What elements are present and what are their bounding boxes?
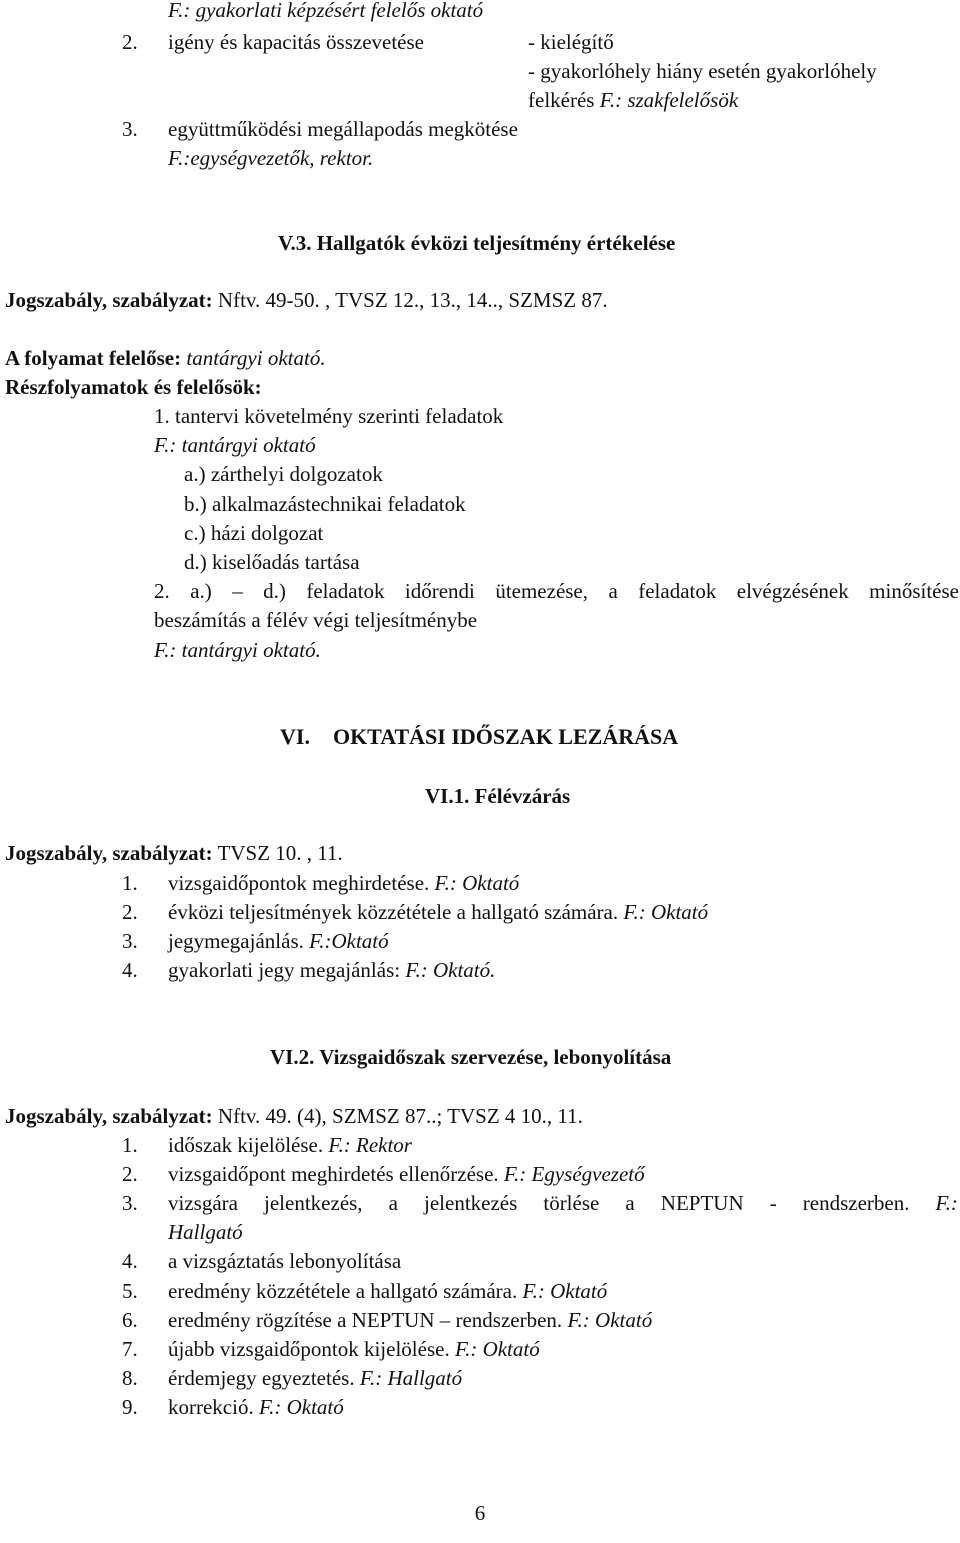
responsible-text: F.: Egységvezető bbox=[503, 1162, 645, 1186]
responsible-line: F.: tantárgyi oktató. bbox=[154, 638, 321, 662]
word: a bbox=[388, 1191, 398, 1215]
chapter-title: OKTATÁSI IDŐSZAK LEZÁRÁSA bbox=[332, 724, 679, 749]
word: ütemezése, bbox=[495, 579, 589, 603]
sub-item: a.) zárthelyi dolgozatok bbox=[184, 462, 383, 486]
responsible-text: F.: Oktató bbox=[258, 1395, 344, 1419]
list-item bbox=[122, 1251, 401, 1272]
item-text: érdemjegy egyeztetés. bbox=[168, 1366, 360, 1390]
list-item bbox=[122, 1368, 462, 1389]
item-number: 2. bbox=[122, 1162, 138, 1186]
item-text: időszak kijelölése. bbox=[168, 1133, 329, 1157]
sub-item: d.) kiselőadás tartása bbox=[184, 550, 360, 574]
law-label: Jogszabály, szabályzat: bbox=[5, 288, 213, 312]
word: feladatok bbox=[306, 579, 385, 603]
item-text: vizsgaidőpont meghirdetés ellenőrzése. bbox=[168, 1162, 504, 1186]
sub-item: c.) házi dolgozat bbox=[184, 521, 324, 545]
word: rendszerben. bbox=[802, 1191, 910, 1215]
list-item bbox=[122, 902, 708, 923]
subprocess-label: Részfolyamatok és felelősök: bbox=[5, 375, 262, 399]
page-number: 6 bbox=[474, 1501, 486, 1525]
chapter-heading bbox=[280, 726, 678, 748]
list-item bbox=[122, 1339, 540, 1360]
sub-item: b.) alkalmazástechnikai feladatok bbox=[184, 492, 466, 516]
word: d.) bbox=[263, 579, 286, 603]
section-heading: VI.1. Félévzárás bbox=[425, 784, 571, 808]
law-text: TVSZ 10. , 11. bbox=[212, 841, 343, 865]
responsible-text: F.:Oktató bbox=[309, 929, 389, 953]
list-item bbox=[122, 1135, 412, 1156]
list-item bbox=[122, 931, 389, 952]
option-text-part: felkérés bbox=[528, 88, 600, 112]
list-item bbox=[122, 1397, 344, 1418]
responsible-text: F.: Oktató bbox=[567, 1308, 653, 1332]
item-number: 2. bbox=[122, 30, 138, 54]
item-number: 1. bbox=[122, 871, 138, 895]
item-number: 5. bbox=[122, 1279, 138, 1303]
section-heading: VI.2. Vizsgaidőszak szervezése, lebonyolítása bbox=[270, 1045, 672, 1069]
item-number: 1. bbox=[122, 1133, 138, 1157]
item-text: évközi teljesítmények közzététele a hallgató számára. bbox=[168, 900, 624, 924]
word: törlése bbox=[543, 1191, 600, 1215]
item-text: eredmény közzététele a hallgató számára. bbox=[168, 1279, 523, 1303]
word: időrendi bbox=[404, 579, 475, 603]
responsible-text: F.: Oktató bbox=[522, 1279, 608, 1303]
owner-label: A folyamat felelőse: bbox=[5, 346, 182, 370]
word: minősítése bbox=[869, 579, 959, 603]
law-line bbox=[5, 843, 343, 864]
chapter-number: VI. bbox=[280, 724, 310, 749]
item-number: 4. bbox=[122, 1249, 138, 1273]
word: feladatok bbox=[638, 579, 717, 603]
item-text: korrekció. bbox=[168, 1395, 259, 1419]
law-label: Jogszabály, szabályzat: bbox=[5, 841, 213, 865]
responsible-text: F.: Oktató bbox=[623, 900, 709, 924]
responsible-text: F.: Oktató. bbox=[405, 958, 496, 982]
word: jelentkezés bbox=[424, 1191, 518, 1215]
law-text: Nftv. 49. (4), SZMSZ 87..; TVSZ 4 10., 11. bbox=[212, 1104, 583, 1128]
law-text: Nftv. 49-50. , TVSZ 12., 13., 14.., SZMSZ 87. bbox=[212, 288, 608, 312]
item-text: újabb vizsgaidőpontok kijelölése. bbox=[168, 1337, 455, 1361]
responsible-text: F.: bbox=[935, 1191, 958, 1215]
responsible-text: F.: Rektor bbox=[328, 1133, 412, 1157]
list-item bbox=[122, 32, 424, 53]
law-label: Jogszabály, szabályzat: bbox=[5, 1104, 213, 1128]
word: – bbox=[232, 579, 243, 603]
law-line bbox=[5, 290, 608, 311]
item-text: gyakorlati jegy megajánlás: bbox=[168, 958, 406, 982]
responsible-text: F.: szakfelelősök bbox=[599, 88, 739, 112]
item-number: 7. bbox=[122, 1337, 138, 1361]
word: NEPTUN bbox=[660, 1191, 744, 1215]
item-text: a vizsgáztatás lebonyolítása bbox=[168, 1249, 402, 1273]
item-number: 8. bbox=[122, 1366, 138, 1390]
word: vizsgára bbox=[168, 1191, 238, 1215]
item-text: igény és kapacitás összevetése bbox=[168, 30, 424, 54]
list-item: 1. tantervi követelmény szerinti feladatok bbox=[154, 404, 504, 428]
word: 2. bbox=[154, 579, 170, 603]
list-item-justified bbox=[154, 581, 959, 602]
option-text bbox=[528, 90, 738, 111]
item-text: jegymegajánlás. bbox=[168, 929, 310, 953]
item-number: 6. bbox=[122, 1308, 138, 1332]
word: a bbox=[608, 579, 618, 603]
item-number: 3. bbox=[122, 929, 138, 953]
item-number: 2. bbox=[122, 900, 138, 924]
word: jelentkezés, bbox=[264, 1191, 363, 1215]
word: - bbox=[769, 1191, 777, 1215]
responsible-text: F.: Oktató bbox=[434, 871, 520, 895]
section-heading: V.3. Hallgatók évközi teljesítmény értékelése bbox=[278, 231, 676, 255]
responsible-line: F.:egységvezetők, rektor. bbox=[168, 146, 374, 170]
word: a bbox=[625, 1191, 635, 1215]
list-item bbox=[122, 1281, 607, 1302]
owner-value: tantárgyi oktató. bbox=[181, 346, 326, 370]
item-number: 3. bbox=[122, 1191, 138, 1215]
responsible-line: F.: gyakorlati képzésért felelős oktató bbox=[168, 0, 484, 22]
option-text: - kielégítő bbox=[528, 30, 614, 54]
word: a.) bbox=[190, 579, 212, 603]
item-number: 4. bbox=[122, 958, 138, 982]
list-item-continuation: beszámítás a félév végi teljesítménybe bbox=[154, 608, 478, 632]
list-item-justified bbox=[168, 1193, 958, 1214]
list-item bbox=[122, 1164, 645, 1185]
list-item bbox=[122, 960, 495, 981]
owner-line bbox=[5, 348, 326, 369]
responsible-line: F.: tantárgyi oktató bbox=[154, 433, 316, 457]
law-line bbox=[5, 1106, 583, 1127]
item-number: 9. bbox=[122, 1395, 138, 1419]
item-text: vizsgaidőpontok meghirdetése. bbox=[168, 871, 435, 895]
option-text: - gyakorlóhely hiány esetén gyakorlóhely bbox=[528, 59, 877, 83]
list-item bbox=[122, 873, 519, 894]
item-number: 3. bbox=[122, 117, 138, 141]
responsible-text: F.: Oktató bbox=[454, 1337, 540, 1361]
responsible-text: Hallgató bbox=[168, 1220, 243, 1244]
item-text: együttműködési megállapodás megkötése bbox=[168, 117, 518, 141]
responsible-text: F.: Hallgató bbox=[359, 1366, 463, 1390]
item-text: eredmény rögzítése a NEPTUN – rendszerben. bbox=[168, 1308, 568, 1332]
word: elvégzésének bbox=[736, 579, 849, 603]
list-item bbox=[122, 1310, 652, 1331]
list-item bbox=[122, 119, 518, 140]
